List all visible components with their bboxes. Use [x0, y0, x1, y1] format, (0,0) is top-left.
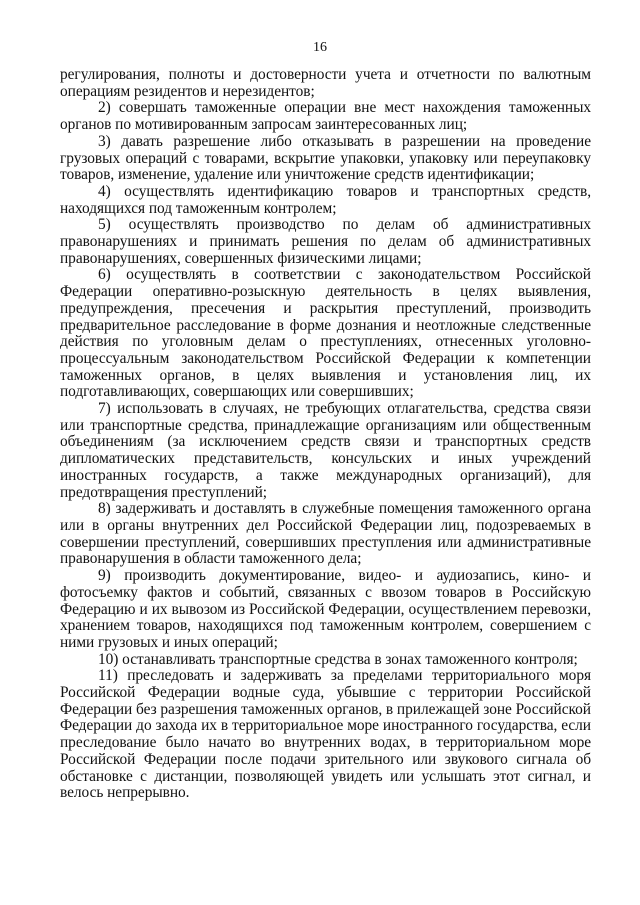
document-body [60, 67, 591, 802]
paragraph-continuation: регулирования, полноты и достоверности учета и отчетности по валютным операциям резидентов и нерезидентов; [60, 66, 591, 100]
list-item-4: 4) осуществлять идентификацию товаров и транспортных средств, находящихся под таможенным контролем; [60, 182, 591, 217]
list-item-3: 3) давать разрешение либо отказывать в разрешении на проведение грузовых операций с товарами, вскрытие упаковки, упаковку или переупаковку товаров, изменение, удаление или уничтожение средств идентификации; [60, 132, 591, 184]
list-item-6: 6) осуществлять в соответствии с законодательством Российской Федерации оперативно-розыскную деятельность в целях выявления, предупреждения, пресечения и раскрытия преступлений, производить предварительное расследование в форме дознания и неотложные следственные действия по уголовным делам о преступлениях, отнесенных уголовно-процессуальным законодательством Российской Федерации к компетенции таможенных органов, в целях выявления и установления лиц, их подготавливающих, совершающих или совершивших; [60, 266, 591, 401]
list-item-5: 5) осуществлять производство по делам об административных правонарушениях и принимать решения по делам об административных правонарушениях, совершенных физическими лицами; [60, 216, 591, 267]
page-number: 16 [313, 40, 327, 55]
list-item-7: 7) использовать в случаях, не требующих отлагательства, средства связи или транспортные средства, принадлежащие организациям или общественным объединениям (за исключением средств связи и транспортных средств дипломатических представительств, консульских и иных учреждений иностранных государств, а также международных организаций), для предотвращения преступлений; [60, 400, 591, 501]
list-item-10: 10) останавливать транспортные средства в зонах таможенного контроля; [98, 650, 578, 668]
list-item-2: 2) совершать таможенные операции вне мест нахождения таможенных органов по мотивированным запросам заинтересованных лиц; [60, 99, 591, 134]
list-item-11: 11) преследовать и задерживать за пределами территориального моря Российской Федерации водные суда, убывшие с территории Российской Федерации без разрешения таможенных органов, в прилежащей зоне Российской Федерации до захода их в территориальное море иностранного государства, если преследование было начато во внутренних водах, в территориальном море Российской Федерации после подачи зрительного или звукового сигнала об обстановке с дистанции, позволяющей увидеть или услышать этот сигнал, и велось непрерывно. [60, 667, 591, 802]
list-item-9: 9) производить документирование, видео- и аудиозапись, кино- и фотосъемку фактов и событий, связанных с ввозом товаров в Российскую Федерацию и их вывозом из Российской Федерации, осуществлением перевозки, хранением товаров, находящихся под таможенным контролем, совершением с ними грузовых и иных операций; [60, 567, 591, 651]
list-item-8: 8) задерживать и доставлять в служебные помещения таможенного органа или в органы внутренних дел Российской Федерации лиц, подозреваемых в совершении преступлений, совершивших преступления или административные правонарушения в области таможенного дела; [60, 500, 591, 568]
